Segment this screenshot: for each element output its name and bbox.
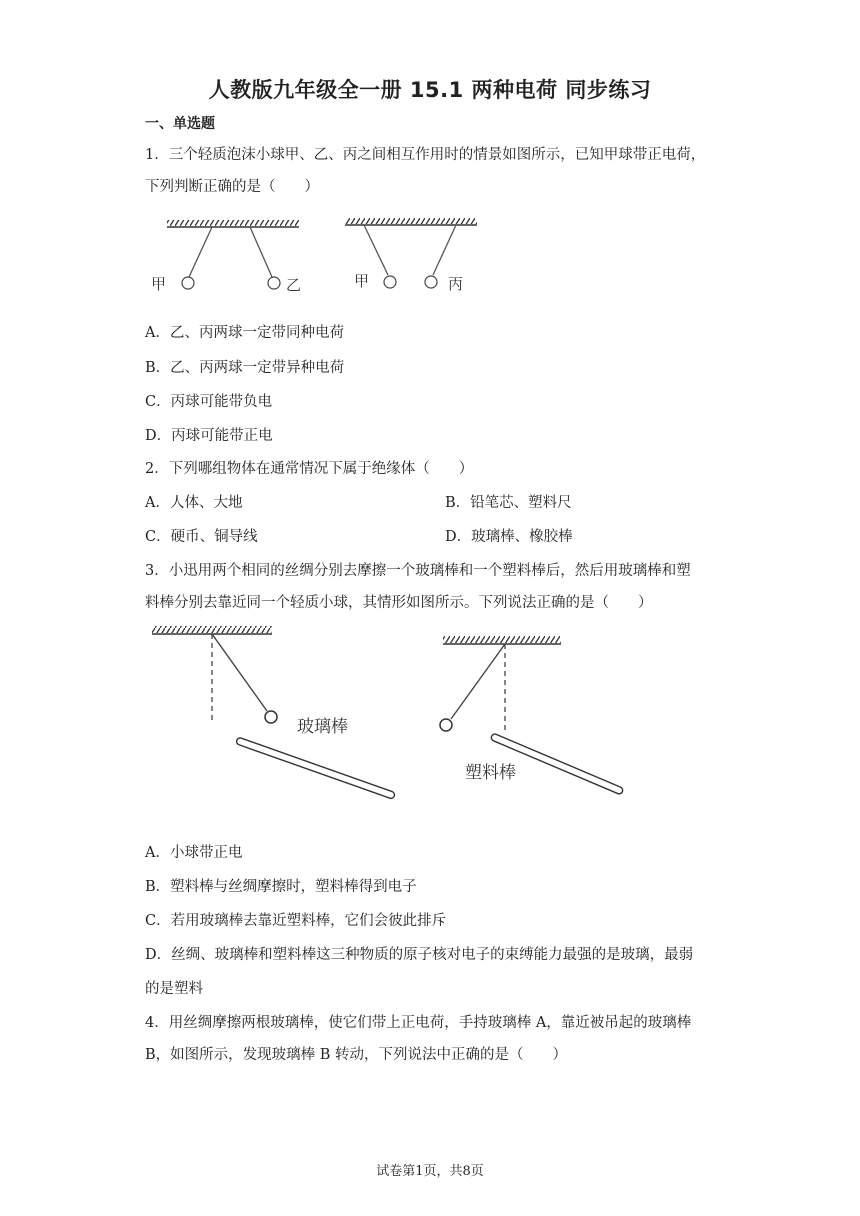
q3-option-d-line2: 的是塑料 <box>145 981 203 997</box>
q3-left-panel <box>152 626 395 799</box>
q2-option-a: A．人体、大地 <box>145 495 243 511</box>
q1-stem-line1: 1．三个轻质泡沫小球甲、乙、丙之间相互作用时的情景如图所示，已知甲球带正电荷， <box>145 147 706 163</box>
q1-option-d: D．丙球可能带正电 <box>145 428 273 444</box>
q3-stem-line1: 3．小迅用两个相同的丝绸分别去摩擦一个玻璃棒和一个塑料棒后，然后用玻璃棒和塑 <box>145 563 691 579</box>
q3-figure <box>140 620 640 800</box>
page-footer: 试卷第1页，共8页 <box>376 1164 484 1179</box>
q3-option-d-line1: D．丝绸、玻璃棒和塑料棒这三种物质的原子核对电子的束缚能力最强的是玻璃，最弱 <box>145 947 694 963</box>
thread <box>250 227 272 277</box>
ball-bing <box>425 276 437 288</box>
ball <box>265 711 277 723</box>
q2-option-c: C．硬币、铜导线 <box>145 529 258 545</box>
thread <box>212 634 267 711</box>
plastic-rod-label: 塑料棒 <box>465 763 516 783</box>
ceiling-hatch <box>167 220 299 226</box>
q2-stem: 2．下列哪组物体在通常情况下属于绝缘体（ ） <box>145 461 474 477</box>
ceiling-hatch <box>443 636 561 643</box>
q3-option-b: B．塑料棒与丝绸摩擦时，塑料棒得到电子 <box>145 879 417 895</box>
label-bing: 丙 <box>448 275 464 293</box>
glass-rod-label: 玻璃棒 <box>297 717 348 737</box>
q4-stem-line2: B，如图所示，发现玻璃棒 B 转动，下列说法中正确的是（ ） <box>145 1047 568 1063</box>
q1-right-panel <box>345 218 477 293</box>
q1-left-panel <box>151 220 301 294</box>
q3-stem-line2: 料棒分别去靠近同一个轻质小球，其情形如图所示。下列说法正确的是（ ） <box>145 595 653 611</box>
q4-stem-line1: 4．用丝绸摩擦两根玻璃棒，使它们带上正电荷，手持玻璃棒 A，靠近被吊起的玻璃棒 <box>145 1015 692 1031</box>
ball-jia <box>182 277 194 289</box>
q3-option-c: C．若用玻璃棒去靠近塑料棒，它们会彼此排斥 <box>145 913 447 929</box>
thread <box>433 225 456 275</box>
q1-option-c: C．丙球可能带负电 <box>145 394 273 410</box>
q2-option-d: D．玻璃棒、橡胶棒 <box>445 529 573 545</box>
ball-jia <box>384 276 396 288</box>
q2-option-b: B．铅笔芯、塑料尺 <box>445 495 572 511</box>
label-yi: 乙 <box>286 276 302 294</box>
glass-rod <box>236 737 396 799</box>
q3-right-panel <box>440 636 624 795</box>
q1-option-a: A．乙、丙两球一定带同种电荷 <box>145 325 344 341</box>
q1-figure <box>140 210 500 300</box>
ball-yi <box>268 277 280 289</box>
thread <box>189 227 212 277</box>
section-heading: 一、单选题 <box>145 116 215 132</box>
label-jia: 甲 <box>151 275 167 293</box>
ceiling-hatch <box>152 626 272 633</box>
page-title: 人教版九年级全一册 15.1 两种电荷 同步练习 <box>208 78 652 102</box>
ball <box>440 719 452 731</box>
ceiling-hatch <box>345 218 477 224</box>
q1-stem-line2: 下列判断正确的是（ ） <box>145 179 319 195</box>
thread <box>451 644 505 719</box>
q1-option-b: B．乙、丙两球一定带异种电荷 <box>145 360 345 376</box>
label-jia: 甲 <box>354 272 370 290</box>
q3-option-a: A．小球带正电 <box>145 845 243 861</box>
thread <box>364 225 388 275</box>
